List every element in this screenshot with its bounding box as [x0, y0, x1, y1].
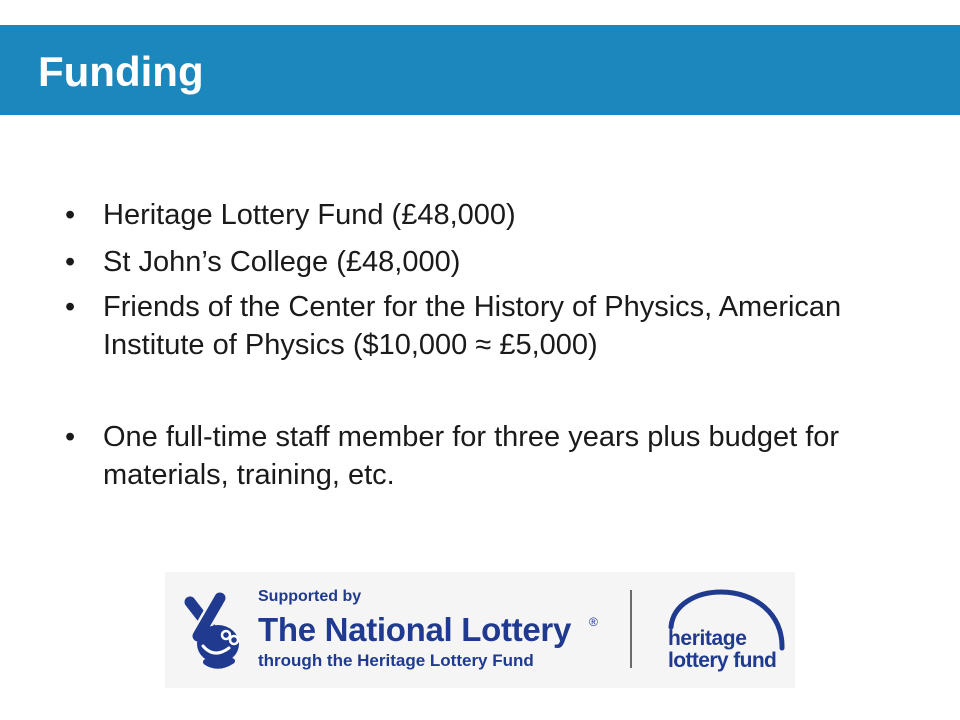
bullet-item [65, 243, 880, 281]
bullet-dot: • [65, 421, 76, 453]
bullet-text: Heritage Lottery Fund (£48,000) [103, 199, 516, 231]
bullet-dot: • [65, 246, 76, 278]
funder-logo-panel [165, 572, 795, 688]
bullet-text: St John’s College (£48,000) [103, 246, 461, 278]
hlf-wordmark-line1: heritage [668, 627, 747, 650]
bullet-dot: • [65, 199, 76, 231]
bullet-item [65, 288, 880, 364]
registered-mark: ® [589, 615, 598, 629]
bullet-item [65, 418, 880, 494]
supported-by-text: Supported by [258, 588, 362, 605]
bullet-dot: • [65, 291, 76, 323]
bullet-item [65, 196, 880, 234]
hlf-wordmark-line2: lottery fund [668, 649, 777, 672]
title-bar [0, 25, 960, 115]
logo-divider [630, 590, 632, 668]
bullet-text: One full-time staff member for three years plus budget for materials, training, etc. [103, 421, 840, 491]
bullet-text: Friends of the Center for the History of Physics, American Institute of Physics ($10,000 ≈ £5,000) [103, 291, 842, 361]
slide-title: Funding [38, 48, 204, 95]
national-lottery-wordmark: The National Lottery [258, 611, 572, 648]
crossed-fingers-icon [178, 590, 244, 670]
through-hlf-text: through the Heritage Lottery Fund [258, 651, 534, 670]
